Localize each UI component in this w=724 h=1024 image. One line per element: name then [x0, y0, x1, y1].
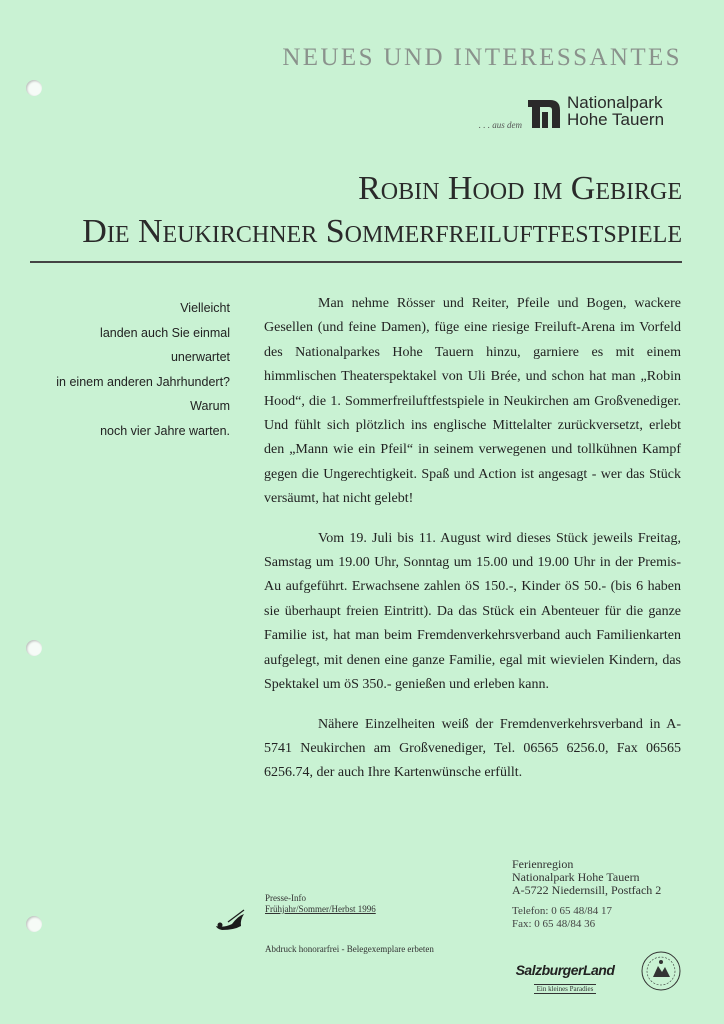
- section-title: NEUES UND INTERESSANTES: [282, 44, 682, 71]
- title-divider: [30, 261, 682, 263]
- teaser-line: noch vier Jahre warten.: [100, 423, 230, 438]
- headline-line2: Die Neukirchner Sommerfreiluftfestspiele: [82, 213, 682, 250]
- aus-dem-label: . . . aus dem: [478, 120, 522, 130]
- abdruck-note: Abdruck honorarfrei - Belegexemplare erbeten: [265, 944, 434, 954]
- fax: Fax: 0 65 48/84 36: [512, 918, 596, 930]
- punch-hole: [26, 80, 42, 96]
- salzburg-name: SalzburgerLand: [515, 962, 615, 978]
- teaser-line: landen auch Sie einmal: [100, 325, 230, 340]
- presse-info: [265, 893, 376, 915]
- contact-address: [512, 858, 661, 931]
- teaser-line: unerwartet: [170, 350, 230, 364]
- salzburg-tagline: Ein kleines Paradies: [534, 984, 597, 994]
- address-line: Nationalpark Hohe Tauern: [512, 870, 640, 884]
- presse-season: Frühjahr/Sommer/Herbst 1996: [265, 904, 376, 914]
- nationalpark-mark-icon: [526, 94, 562, 130]
- logo-line2: Hohe Tauern: [567, 110, 665, 129]
- emblem-seal-icon: [640, 950, 682, 992]
- salzburgerland-logo: [515, 962, 615, 996]
- teaser-line: Warum: [190, 399, 230, 413]
- address-line: Ferienregion: [512, 857, 574, 871]
- body-paragraph: Nähere Einzelheiten weiß der Fremdenverkehrsverband in A-5741 Neukirchen am Großvenediger, Tel. 06565 6256.0, Fax 06565 6256.74, der auch Ihre Kartenwünsche erfüllt.: [264, 716, 681, 781]
- article-body: [264, 292, 681, 801]
- presse-label: Presse-Info: [265, 893, 306, 903]
- body-paragraph: Man nehme Rösser und Reiter, Pfeile und Bogen, wackere Gesellen (und feine Damen), füge eine riesige Freiluft-Arena im Vorfeld des Nationalparkes Hohe Tauern hinzu, garniere es mit einem himmlischen Theaterspektakel von Uli Brée, und schon hat man „Robin Hood“, die 1. Sommerfreiluftfestspiele in Neukirchen am Großvenediger. Und fühlt sich plötzlich ins englische Mittelalter zurückversetzt, erlebt den „Mann wie ein Pfeil“ in seinem verwegenen und tollkühnen Kampf gegen die Ungerechtigkeit. Spaß und Action ist angesagt - wer das Stück versäumt, hat nicht gelebt!: [264, 296, 681, 507]
- punch-hole: [26, 640, 42, 656]
- telefon: Telefon: 0 65 48/84 17: [512, 905, 613, 917]
- headline-line1: Robin Hood im Gebirge: [358, 170, 682, 207]
- body-paragraph: Vom 19. Juli bis 11. August wird dieses Stück jeweils Freitag, Samstag um 19.00 Uhr, Sonntag um 15.00 und 19.00 Uhr in der Premis-Au aufgeführt. Erwachsene zahlen öS 150.-, Kinder öS 50.- (bis 6 haben sie überhaupt freien Eintritt). Da das Stück ein Abenteuer für die ganze Familie ist, hat man beim Fremdenverkehrsverband auch Familienkarten aufgelegt, mit denen eine ganze Familie, egal mit wievielen Kindern, das Spektakel um öS 350.- genießen und erleben kann.: [264, 530, 681, 693]
- sidebar-teaser: [40, 296, 230, 443]
- teaser-line: in einem anderen Jahrhundert?: [56, 374, 230, 389]
- punch-hole: [26, 916, 42, 932]
- robin-hood-hat-icon: [214, 908, 248, 932]
- address-line: A-5722 Niedernsill, Postfach 2: [512, 883, 662, 897]
- teaser-line: Vielleicht: [180, 301, 230, 315]
- logo-line1: Nationalpark: [567, 93, 663, 112]
- nationalpark-logo: [526, 90, 684, 134]
